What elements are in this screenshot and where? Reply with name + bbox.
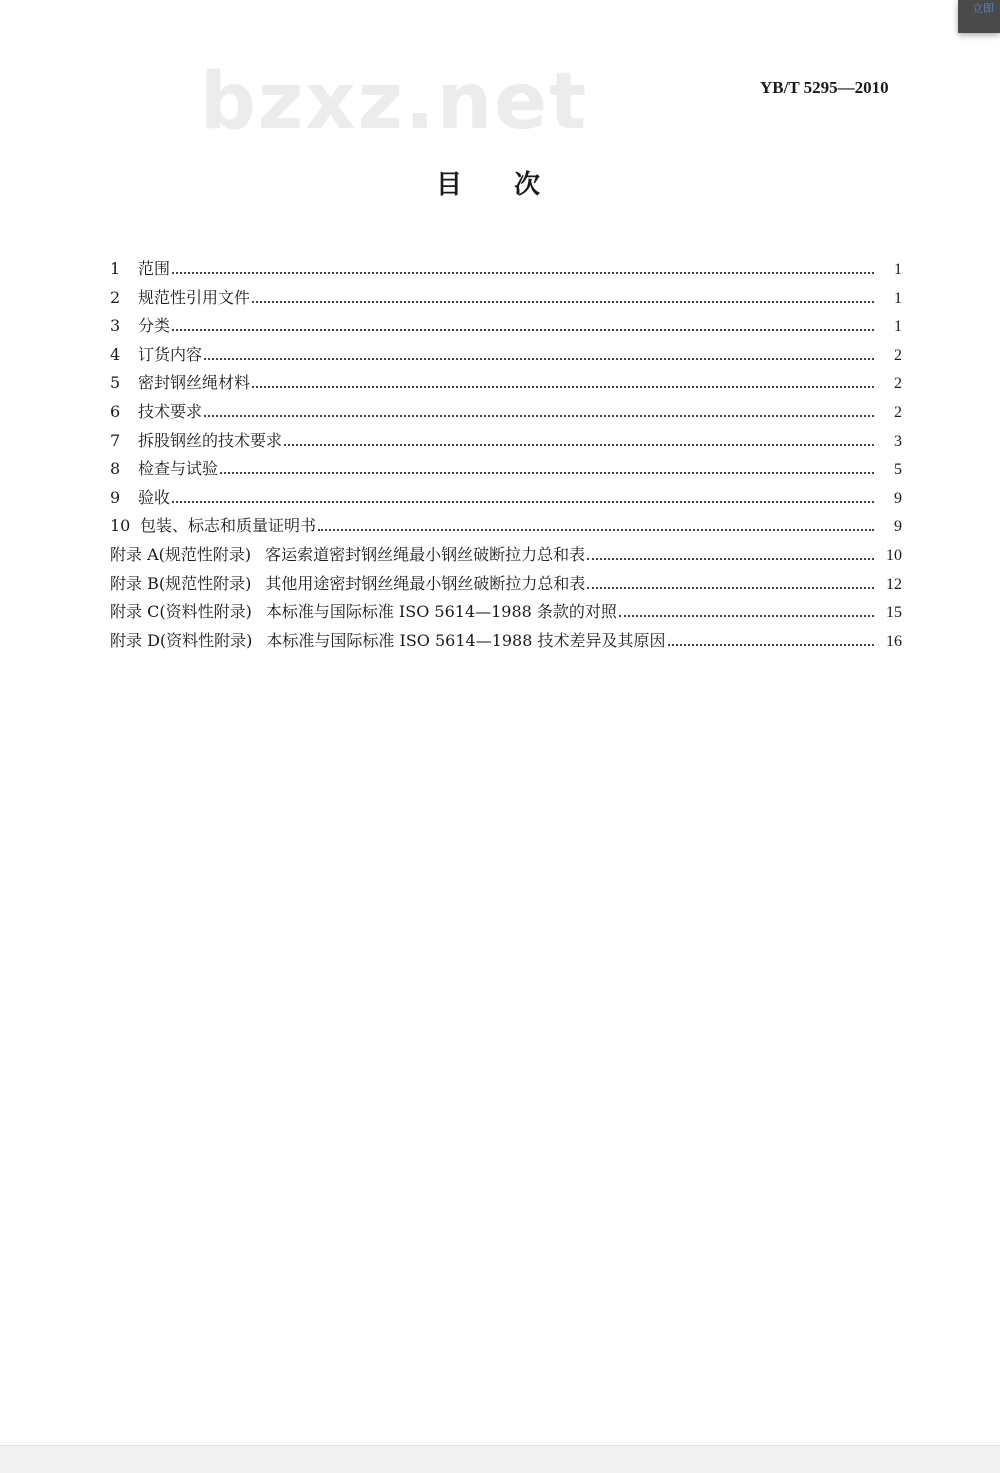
toc-entry-page: 1 bbox=[894, 318, 902, 336]
toc-entry[interactable] bbox=[110, 256, 902, 285]
annex-prefix: 附录 B(规范性附录) bbox=[110, 573, 252, 593]
leader-dots bbox=[252, 385, 874, 388]
toc-entry-page: 9 bbox=[894, 518, 902, 536]
toc-entry-label: 验收 bbox=[138, 487, 171, 507]
toc-entry[interactable] bbox=[110, 513, 902, 542]
toc-annex-entry[interactable] bbox=[110, 599, 902, 628]
leader-dots bbox=[619, 614, 874, 617]
annex-page: 16 bbox=[886, 632, 902, 650]
leader-dots bbox=[587, 586, 874, 589]
annex-label: 其他用途密封钢丝绳最小钢丝破断拉力总和表 bbox=[265, 573, 586, 593]
toc-entry[interactable] bbox=[110, 285, 902, 314]
leader-dots bbox=[220, 471, 874, 474]
toc-entry-number: 4 bbox=[110, 344, 121, 364]
toc-entry-number: 6 bbox=[110, 401, 121, 421]
toc-entry-label: 规范性引用文件 bbox=[138, 287, 251, 307]
toc-entry-label: 包装、标志和质量证明书 bbox=[140, 516, 317, 536]
annex-prefix: 附录 D(资料性附录) bbox=[110, 630, 253, 650]
toc-entry[interactable] bbox=[110, 399, 902, 428]
annex-label: 客运索道密封钢丝绳最小钢丝破断拉力总和表 bbox=[265, 544, 586, 564]
annex-page: 15 bbox=[886, 604, 902, 622]
download-button-label: 立即 bbox=[972, 2, 994, 15]
watermark: bzxz.net bbox=[200, 57, 589, 147]
toc-entry-number: 2 bbox=[110, 287, 121, 307]
toc-entry-label: 分类 bbox=[138, 316, 171, 336]
toc-entry-number: 7 bbox=[110, 430, 121, 450]
download-button[interactable] bbox=[958, 0, 1000, 33]
toc-annex-entry[interactable] bbox=[110, 571, 902, 600]
leader-dots bbox=[284, 443, 874, 446]
table-of-contents bbox=[110, 256, 902, 656]
leader-dots bbox=[204, 357, 874, 360]
standard-number: YB/T 5295—2010 bbox=[760, 78, 889, 97]
leader-dots bbox=[172, 271, 874, 274]
toc-annex-entry[interactable] bbox=[110, 542, 902, 571]
toc-entry-page: 9 bbox=[894, 489, 902, 507]
toc-entry[interactable] bbox=[110, 456, 902, 485]
bottom-bar bbox=[0, 1445, 1000, 1473]
toc-entry-label: 技术要求 bbox=[138, 401, 203, 421]
leader-dots bbox=[587, 557, 874, 560]
toc-entry-number: 1 bbox=[110, 259, 121, 278]
leader-dots bbox=[204, 414, 874, 417]
toc-entry-page: 5 bbox=[894, 461, 902, 479]
toc-entry-page: 2 bbox=[894, 375, 902, 393]
annex-prefix: 附录 C(资料性附录) bbox=[110, 602, 252, 622]
annex-label: 本标准与国际标准 ISO 5614—1988 条款的对照 bbox=[265, 602, 617, 622]
annex-prefix: 附录 A(规范性附录) bbox=[110, 544, 252, 564]
toc-entry-page: 3 bbox=[894, 432, 902, 450]
leader-dots bbox=[172, 328, 874, 331]
leader-dots bbox=[668, 643, 874, 646]
toc-entry-label: 范围 bbox=[138, 259, 171, 278]
toc-entry-number: 8 bbox=[110, 459, 121, 479]
annex-label: 本标准与国际标准 ISO 5614—1988 技术差异及其原因 bbox=[266, 630, 666, 650]
toc-entry-number: 10 bbox=[110, 516, 131, 536]
toc-entry-page: 2 bbox=[894, 403, 902, 421]
leader-dots bbox=[318, 528, 874, 531]
toc-entry-label: 拆股钢丝的技术要求 bbox=[138, 430, 283, 450]
toc-entry-label: 检查与试验 bbox=[138, 459, 219, 479]
toc-entry-number: 9 bbox=[110, 487, 121, 507]
toc-entry[interactable] bbox=[110, 370, 902, 399]
toc-entry-label: 订货内容 bbox=[138, 344, 203, 364]
leader-dots bbox=[252, 300, 874, 303]
toc-entry[interactable] bbox=[110, 313, 902, 342]
toc-entry[interactable] bbox=[110, 342, 902, 371]
toc-entry[interactable] bbox=[110, 428, 902, 457]
page-title: 目次 bbox=[436, 170, 593, 200]
toc-entry-number: 5 bbox=[110, 373, 121, 393]
toc-entry-page: 2 bbox=[894, 346, 902, 364]
toc-entry-number: 3 bbox=[110, 316, 121, 336]
toc-annex-entry[interactable] bbox=[110, 628, 902, 657]
annex-page: 12 bbox=[886, 575, 902, 593]
toc-entry[interactable] bbox=[110, 485, 902, 514]
toc-entry-page: 1 bbox=[894, 261, 902, 278]
leader-dots bbox=[172, 500, 874, 503]
toc-entry-page: 1 bbox=[894, 289, 902, 307]
annex-page: 10 bbox=[886, 546, 902, 564]
toc-entry-label: 密封钢丝绳材料 bbox=[138, 373, 251, 393]
